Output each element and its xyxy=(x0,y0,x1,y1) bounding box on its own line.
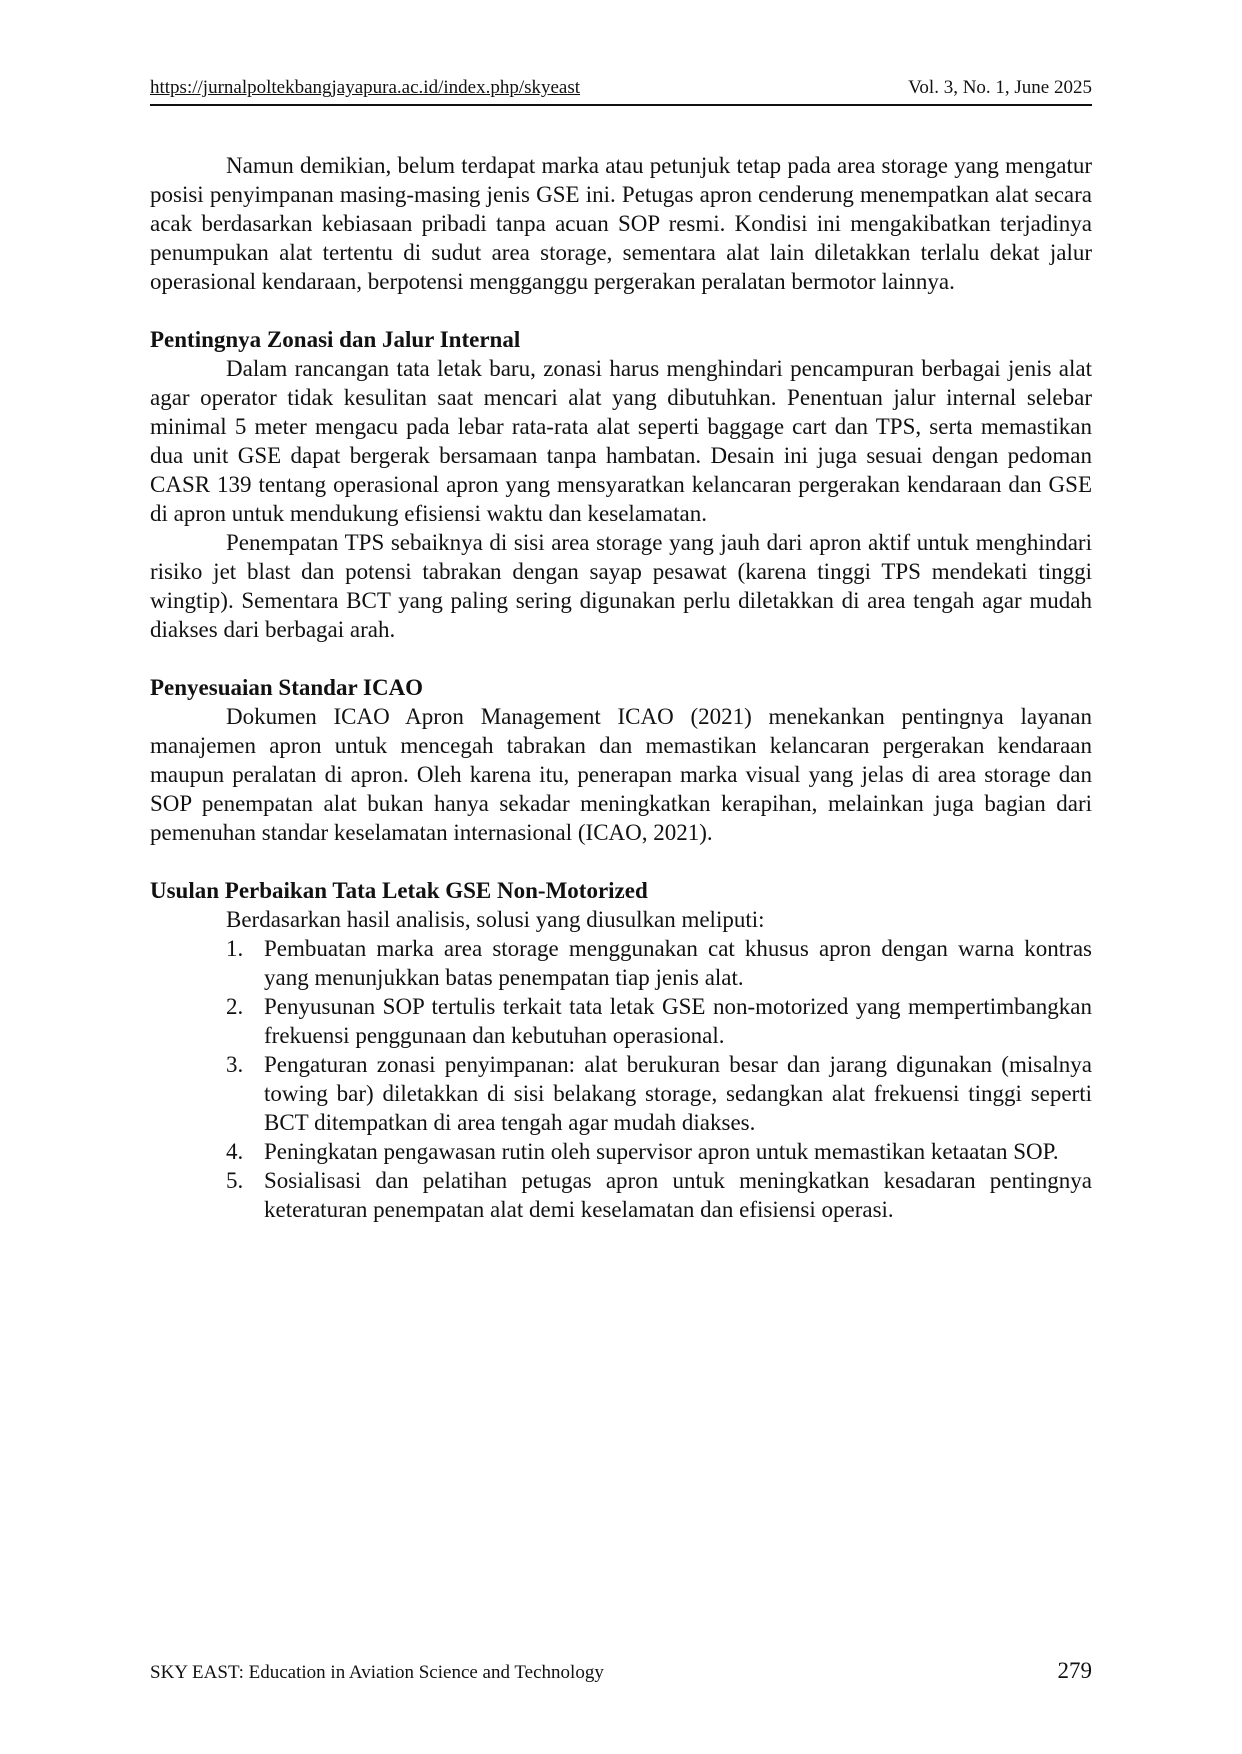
list-number: 2. xyxy=(226,994,244,1019)
list-number: 1. xyxy=(226,936,244,961)
list-number: 5. xyxy=(226,1168,244,1193)
list-number: 4. xyxy=(226,1139,244,1164)
intro-paragraph: Namun demikian, belum terdapat marka atau petunjuk tetap pada area storage yang mengatur posisi penyimpanan masing-masing jenis GSE ini. Petugas apron cenderung menempatkan alat secara acak berdasarkan kebiasaan pribadi tanpa acuan SOP resmi. Kondisi ini mengakibatkan terjadinya penumpukan alat tertentu di sudut area storage, sementara alat lain diletakkan terlalu dekat jalur operasional kendaraan, berpotensi mengganggu pergerakan peralatan bermotor lainnya. xyxy=(150,153,1092,294)
article-body xyxy=(150,151,1092,1224)
list-number: 3. xyxy=(226,1052,244,1077)
list-item xyxy=(150,992,1092,1050)
section-heading-usulan: Usulan Perbaikan Tata Letak GSE Non-Motorized xyxy=(150,878,648,903)
paragraph: Dalam rancangan tata letak baru, zonasi harus menghindari pencampuran berbagai jenis alat agar operator tidak kesulitan saat mencari alat yang dibutuhkan. Penentuan jalur internal selebar minimal 5 meter mengacu pada lebar rata-rata alat seperti baggage cart dan TPS, serta memastikan dua unit GSE dapat bergerak bersamaan tanpa hambatan. Desain ini juga sesuai dengan pedoman CASR 139 tentang operasional apron yang mensyaratkan kelancaran pergerakan kendaraan dan GSE di apron untuk mendukung efisiensi waktu dan keselamatan. xyxy=(150,356,1092,526)
list-item xyxy=(150,1166,1092,1224)
list-item-text: Peningkatan pengawasan rutin oleh supervisor apron untuk memastikan ketaatan SOP. xyxy=(264,1139,1059,1164)
section-heading-icao: Penyesuaian Standar ICAO xyxy=(150,675,424,700)
list-item-text: Penyusunan SOP tertulis terkait tata letak GSE non-motorized yang mempertimbangkan frekuensi penggunaan dan kebutuhan operasional. xyxy=(264,994,1092,1048)
list-item xyxy=(150,1137,1092,1166)
list-item-text: Sosialisasi dan pelatihan petugas apron untuk meningkatkan kesadaran pentingnya keteraturan penempatan alat demi keselamatan dan efisiensi operasi. xyxy=(264,1168,1092,1222)
page-number: 279 xyxy=(1057,1658,1092,1683)
volume-info: Vol. 3, No. 1, June 2025 xyxy=(908,77,1092,98)
journal-name: SKY EAST: Education in Aviation Science and Technology xyxy=(150,1662,604,1683)
list-item-text: Pembuatan marka area storage menggunakan cat khusus apron dengan warna kontras yang menunjukkan batas penempatan tiap jenis alat. xyxy=(264,936,1092,990)
section-heading-zonasi: Pentingnya Zonasi dan Jalur Internal xyxy=(150,327,521,352)
list-intro: Berdasarkan hasil analisis, solusi yang diusulkan meliputi: xyxy=(226,907,765,932)
journal-url-link[interactable]: https://jurnalpoltekbangjayapura.ac.id/index.php/skyeast xyxy=(150,77,581,98)
list-item xyxy=(150,934,1092,992)
list-item-text: Pengaturan zonasi penyimpanan: alat berukuran besar dan jarang digunakan (misalnya towing bar) diletakkan di sisi belakang storage, sedangkan alat frekuensi tinggi seperti BCT ditempatkan di area tengah agar mudah diakses. xyxy=(264,1052,1092,1135)
list-item xyxy=(150,1050,1092,1137)
page-footer xyxy=(150,1658,1092,1688)
paragraph: Dokumen ICAO Apron Management ICAO (2021) menekankan pentingnya layanan manajemen apron untuk mencegah tabrakan dan memastikan kelancaran pergerakan kendaraan maupun peralatan di apron. Oleh karena itu, penerapan marka visual yang jelas di area storage dan SOP penempatan alat bukan hanya sekadar meningkatkan kerapihan, melainkan juga bagian dari pemenuhan standar keselamatan internasional (ICAO, 2021). xyxy=(150,704,1092,845)
paragraph: Penempatan TPS sebaiknya di sisi area storage yang jauh dari apron aktif untuk menghindari risiko jet blast dan potensi tabrakan dengan sayap pesawat (karena tinggi TPS mendekati tinggi wingtip). Sementara BCT yang paling sering digunakan perlu diletakkan di area tengah agar mudah diakses dari berbagai arah. xyxy=(150,530,1092,642)
proposal-list xyxy=(150,934,1092,1224)
page-header xyxy=(150,76,1092,106)
